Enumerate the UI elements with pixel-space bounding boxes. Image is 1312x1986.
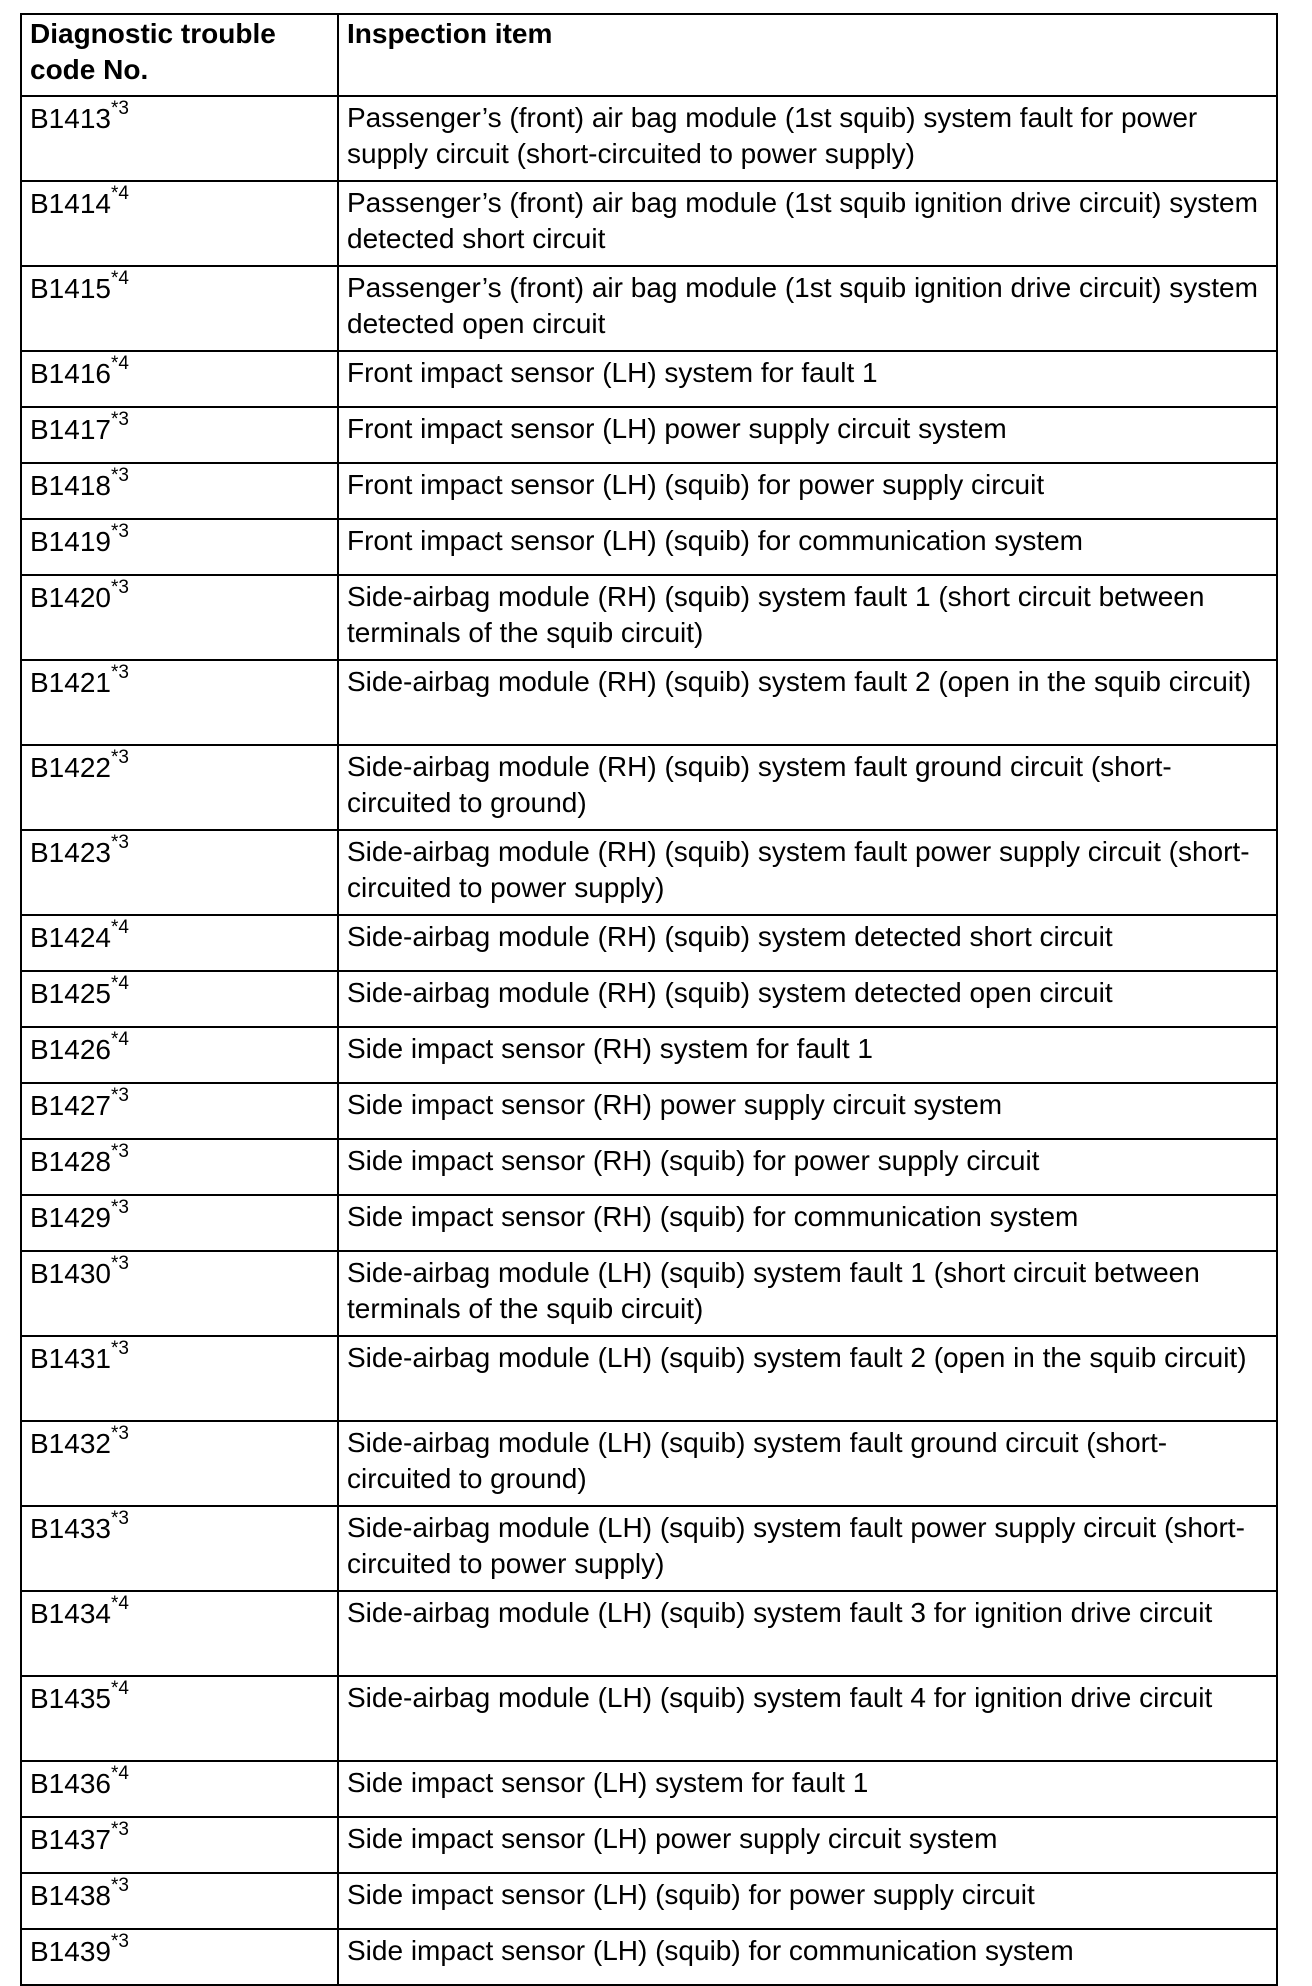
dtc-code: B1429 (30, 1202, 111, 1233)
inspection-item-cell: Side-airbag module (RH) (squib) system detected open circuit (338, 971, 1277, 1027)
dtc-code-cell (21, 1873, 338, 1929)
dtc-footnote-marker: *3 (110, 1422, 129, 1444)
table-row (21, 830, 1277, 915)
dtc-code-cell (21, 1336, 338, 1421)
dtc-code-cell (21, 1761, 338, 1817)
inspection-item-cell: Side impact sensor (LH) (squib) for communication system (338, 1929, 1277, 1985)
dtc-code-cell (21, 1421, 338, 1506)
dtc-code-cell (21, 519, 338, 575)
table-row (21, 181, 1277, 266)
table-row (21, 96, 1277, 181)
inspection-item-cell: Side-airbag module (LH) (squib) system fault power supply circuit (short-circuited to power supply) (338, 1506, 1277, 1591)
inspection-item-cell: Front impact sensor (LH) (squib) for power supply circuit (338, 463, 1277, 519)
inspection-item-cell: Front impact sensor (LH) (squib) for communication system (338, 519, 1277, 575)
dtc-footnote-marker: *4 (110, 1677, 129, 1699)
dtc-code: B1434 (30, 1598, 111, 1629)
inspection-item-cell: Side-airbag module (RH) (squib) system fault power supply circuit (short-circuited to power supply) (338, 830, 1277, 915)
dtc-inspection-table (20, 13, 1278, 1986)
dtc-code-cell (21, 575, 338, 660)
dtc-footnote-marker: *4 (110, 916, 129, 938)
dtc-code: B1422 (30, 752, 111, 783)
dtc-footnote-marker: *4 (110, 1592, 129, 1614)
dtc-code-cell (21, 463, 338, 519)
dtc-code: B1414 (30, 188, 111, 219)
inspection-item-cell: Side-airbag module (RH) (squib) system detected short circuit (338, 915, 1277, 971)
dtc-footnote-marker: *3 (110, 831, 129, 853)
dtc-code: B1433 (30, 1513, 111, 1544)
column-header-item: Inspection item (338, 14, 1277, 96)
inspection-item-cell: Passenger’s (front) air bag module (1st squib) system fault for power supply circuit (short-circuited to power supply) (338, 96, 1277, 181)
dtc-footnote-marker: *4 (110, 1028, 129, 1050)
table-row (21, 1817, 1277, 1873)
dtc-code-cell (21, 181, 338, 266)
dtc-code-cell (21, 660, 338, 745)
table-row (21, 660, 1277, 745)
dtc-code-cell (21, 1027, 338, 1083)
inspection-item-cell: Side impact sensor (LH) power supply circuit system (338, 1817, 1277, 1873)
inspection-item-cell: Passenger’s (front) air bag module (1st squib ignition drive circuit) system detected open circuit (338, 266, 1277, 351)
inspection-item-cell: Side-airbag module (RH) (squib) system fault 2 (open in the squib circuit) (338, 660, 1277, 745)
table-row (21, 1873, 1277, 1929)
dtc-code: B1426 (30, 1034, 111, 1065)
table-row (21, 1336, 1277, 1421)
table-row (21, 1139, 1277, 1195)
dtc-code: B1427 (30, 1090, 111, 1121)
dtc-footnote-marker: *4 (110, 1762, 129, 1784)
inspection-item-cell: Side-airbag module (RH) (squib) system fault 1 (short circuit between terminals of the squib circuit) (338, 575, 1277, 660)
dtc-code-cell (21, 1251, 338, 1336)
dtc-code: B1436 (30, 1768, 111, 1799)
dtc-code-cell (21, 830, 338, 915)
dtc-code-cell (21, 1929, 338, 1985)
inspection-item-cell: Side impact sensor (RH) system for fault 1 (338, 1027, 1277, 1083)
dtc-code: B1431 (30, 1343, 111, 1374)
dtc-code-cell (21, 745, 338, 830)
table-row (21, 351, 1277, 407)
inspection-item-cell: Front impact sensor (LH) power supply circuit system (338, 407, 1277, 463)
dtc-footnote-marker: *3 (110, 520, 129, 542)
dtc-footnote-marker: *3 (110, 1252, 129, 1274)
dtc-code: B1416 (30, 358, 111, 389)
dtc-code-cell (21, 1195, 338, 1251)
table-row (21, 1761, 1277, 1817)
dtc-footnote-marker: *3 (110, 1818, 129, 1840)
dtc-footnote-marker: *3 (110, 408, 129, 430)
dtc-footnote-marker: *3 (110, 1084, 129, 1106)
dtc-code-cell (21, 407, 338, 463)
dtc-code: B1413 (30, 103, 111, 134)
dtc-code: B1423 (30, 837, 111, 868)
dtc-code-cell (21, 971, 338, 1027)
table-row (21, 915, 1277, 971)
dtc-footnote-marker: *3 (110, 1874, 129, 1896)
inspection-item-cell: Side-airbag module (RH) (squib) system fault ground circuit (short-circuited to ground) (338, 745, 1277, 830)
dtc-code: B1421 (30, 667, 111, 698)
dtc-code: B1438 (30, 1880, 111, 1911)
table-row (21, 1251, 1277, 1336)
dtc-code: B1437 (30, 1824, 111, 1855)
dtc-code: B1439 (30, 1936, 111, 1967)
inspection-item-cell: Side-airbag module (LH) (squib) system fault 1 (short circuit between terminals of the squib circuit) (338, 1251, 1277, 1336)
dtc-footnote-marker: *4 (110, 352, 129, 374)
table-row (21, 519, 1277, 575)
table-row (21, 1027, 1277, 1083)
dtc-code-cell (21, 1506, 338, 1591)
inspection-item-cell: Side-airbag module (LH) (squib) system fault ground circuit (short-circuited to ground) (338, 1421, 1277, 1506)
inspection-item-cell: Front impact sensor (LH) system for fault 1 (338, 351, 1277, 407)
table-row (21, 1591, 1277, 1676)
inspection-item-cell: Side impact sensor (LH) (squib) for power supply circuit (338, 1873, 1277, 1929)
table-row (21, 971, 1277, 1027)
table-row (21, 1421, 1277, 1506)
table-row (21, 266, 1277, 351)
dtc-code: B1425 (30, 978, 111, 1009)
dtc-footnote-marker: *3 (110, 1930, 129, 1952)
inspection-item-cell: Side-airbag module (LH) (squib) system fault 2 (open in the squib circuit) (338, 1336, 1277, 1421)
dtc-code-cell (21, 1139, 338, 1195)
table-row (21, 745, 1277, 830)
dtc-footnote-marker: *3 (110, 1196, 129, 1218)
dtc-code: B1430 (30, 1258, 111, 1289)
dtc-code-cell (21, 1591, 338, 1676)
dtc-code: B1418 (30, 470, 111, 501)
table-row (21, 1929, 1277, 1985)
table-row (21, 1195, 1277, 1251)
dtc-footnote-marker: *3 (110, 97, 129, 119)
dtc-footnote-marker: *3 (110, 661, 129, 683)
table-row (21, 407, 1277, 463)
dtc-code-cell (21, 1083, 338, 1139)
dtc-code-cell (21, 351, 338, 407)
dtc-code: B1424 (30, 922, 111, 953)
inspection-item-cell: Side impact sensor (RH) (squib) for communication system (338, 1195, 1277, 1251)
inspection-item-cell: Passenger’s (front) air bag module (1st squib ignition drive circuit) system detected short circuit (338, 181, 1277, 266)
dtc-code: B1420 (30, 582, 111, 613)
table-header-row (21, 14, 1277, 96)
inspection-item-cell: Side-airbag module (LH) (squib) system fault 3 for ignition drive circuit (338, 1591, 1277, 1676)
dtc-footnote-marker: *3 (110, 1507, 129, 1529)
inspection-item-cell: Side impact sensor (RH) (squib) for power supply circuit (338, 1139, 1277, 1195)
table-body (21, 96, 1277, 1985)
dtc-code: B1432 (30, 1428, 111, 1459)
table-row (21, 1506, 1277, 1591)
dtc-code: B1419 (30, 526, 111, 557)
dtc-code: B1435 (30, 1683, 111, 1714)
dtc-footnote-marker: *3 (110, 576, 129, 598)
inspection-item-cell: Side impact sensor (RH) power supply circuit system (338, 1083, 1277, 1139)
dtc-footnote-marker: *4 (110, 182, 129, 204)
dtc-code-cell (21, 915, 338, 971)
dtc-footnote-marker: *4 (110, 267, 129, 289)
dtc-footnote-marker: *3 (110, 1140, 129, 1162)
dtc-footnote-marker: *3 (110, 746, 129, 768)
table-row (21, 463, 1277, 519)
dtc-code-cell (21, 96, 338, 181)
table-row (21, 1083, 1277, 1139)
dtc-code: B1415 (30, 273, 111, 304)
dtc-code-cell (21, 266, 338, 351)
inspection-item-cell: Side-airbag module (LH) (squib) system fault 4 for ignition drive circuit (338, 1676, 1277, 1761)
dtc-footnote-marker: *3 (110, 464, 129, 486)
table-row (21, 1676, 1277, 1761)
dtc-code-cell (21, 1676, 338, 1761)
dtc-code: B1417 (30, 414, 111, 445)
dtc-code: B1428 (30, 1146, 111, 1177)
table-row (21, 575, 1277, 660)
dtc-footnote-marker: *4 (110, 972, 129, 994)
column-header-code: Diagnostic trouble code No. (21, 14, 338, 96)
dtc-code-cell (21, 1817, 338, 1873)
dtc-footnote-marker: *3 (110, 1337, 129, 1359)
inspection-item-cell: Side impact sensor (LH) system for fault 1 (338, 1761, 1277, 1817)
